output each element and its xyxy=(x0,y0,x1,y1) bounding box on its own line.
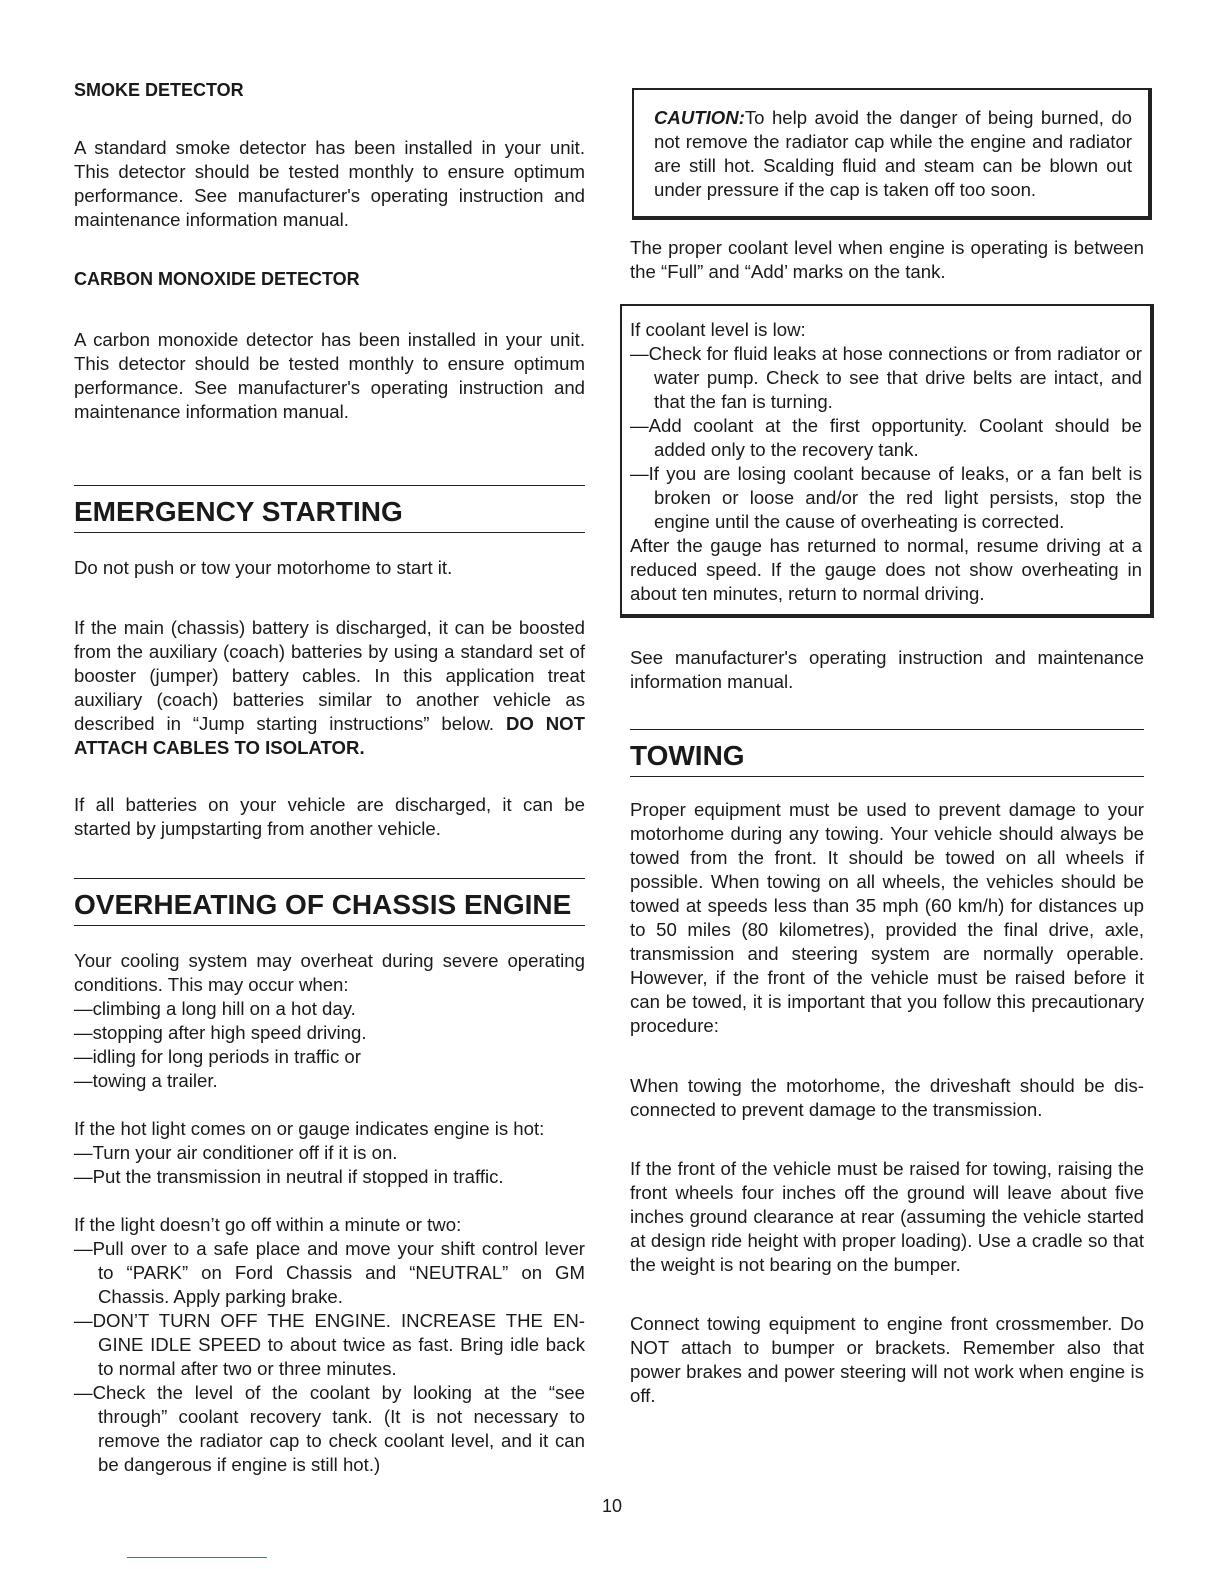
overheating-intro: Your cooling system may overheat during severe operating conditions. This may occur when: xyxy=(74,950,585,995)
smoke-detector-heading: SMOKE DETECTOR xyxy=(74,80,244,100)
caution-label: CAUTION: xyxy=(654,107,745,128)
emergency-starting-heading: EMERGENCY STARTING xyxy=(74,485,585,533)
towing-heading: TOWING xyxy=(630,729,1144,777)
list-item: —Turn your air conditioner off if it is on. xyxy=(74,1142,398,1163)
towing-p2: When towing the motorhome, the driveshaft should be dis-connected to prevent damage to the transmission. xyxy=(630,1075,1144,1120)
emergency-warning: DO NOT ATTACH CABLES TO ISOLATOR. xyxy=(74,713,586,758)
list-item: —Check the level of the coolant by looking at the “see through” coolant recovery tank. (It is not necessary to remove the radiator cap to check coolant level, and it can be dangerous if engine is still hot.) xyxy=(74,1382,585,1475)
overheating-conditions-list xyxy=(74,997,585,1093)
emergency-p2 xyxy=(74,616,585,760)
list-item: —DON’T TURN OFF THE ENGINE. INCREASE THE EN-GINE IDLE SPEED to about twice as fast. Bring idle back to normal after two or three minutes. xyxy=(74,1310,585,1379)
towing-p1: Proper equipment must be used to prevent damage to your motorhome during any towing. Your vehicle should always be towed from the front. It should be towed on all wheels if possible. When towing on all wheels, the vehicles should be towed at speeds less than 35 mph (60 km/h) for distances up to 50 miles (80 kilometres), provided the final drive, axle, transmission and steering system are normally operable. However, if the front of the vehicle must be raised before it can be towed, it is important that you follow this precautionary procedure: xyxy=(630,799,1144,1036)
carbon-monoxide-heading: CARBON MONOXIDE DETECTOR xyxy=(74,269,360,289)
towing-p3: If the front of the vehicle must be raised for towing, raising the front wheels four inches off the ground will leave about five inches ground clearance at rear (assuming the vehicle started at design ride height with proper loading). Use a cradle so that the weight is not bearing on the bumper. xyxy=(630,1158,1144,1275)
list-item: —idling for long periods in traffic or xyxy=(74,1046,361,1067)
list-item: —If you are losing coolant because of leaks, or a fan belt is broken or loose and/or the red light persists, stop the engine until the cause of overheating is corrected. xyxy=(630,463,1142,532)
list-item: —climbing a long hill on a hot day. xyxy=(74,998,356,1019)
hot-light-intro: If the hot light comes on or gauge indicates engine is hot: xyxy=(74,1118,545,1139)
hot-light-steps xyxy=(74,1141,585,1189)
list-item: —Put the transmission in neutral if stopped in traffic. xyxy=(74,1166,504,1187)
list-item: —stopping after high speed driving. xyxy=(74,1022,367,1043)
caution-box xyxy=(632,88,1152,220)
list-item: —Add coolant at the first opportunity. Coolant should be added only to the recovery tank. xyxy=(630,415,1142,460)
carbon-monoxide-text: A carbon monoxide detector has been installed in your unit. This detector should be tested monthly to ensure optimum performance. See manufacturer's operating instruction and maintenance information manual. xyxy=(74,329,585,422)
caution-body: To help avoid the danger of being burned, do not remove the radiator cap while the engine and radiator are still hot. Scalding fluid and steam can be blown out under pressure if the cap is taken off too soon. xyxy=(654,107,1132,200)
emergency-p2-text: If the main (chassis) battery is discharged, it can be boosted from the auxiliary (coach) batteries by using a standard set of booster (jumper) battery cables. In this application treat auxiliary (coach) batteries similar to another vehicle as described in “Jump starting instructions” below. xyxy=(74,617,585,734)
coolant-low-intro: If coolant level is low: xyxy=(630,319,806,340)
list-item: —Check for fluid leaks at hose connections or from radiator or water pump. Check to see that drive belts are intact, and that the fan is turning. xyxy=(630,343,1142,412)
coolant-low-outro: After the gauge has returned to normal, resume driving at a reduced speed. If the gauge does not show overheating in about ten minutes, return to normal driving. xyxy=(630,535,1142,604)
see-manual-text: See manufacturer's operating instruction and maintenance information manual. xyxy=(630,647,1144,692)
light-steps xyxy=(74,1237,585,1477)
footer-divider xyxy=(127,1557,267,1558)
towing-p4: Connect towing equipment to engine front crossmember. Do NOT attach to bumper or brackets. Remember also that power brakes and power steering will not work when engine is off. xyxy=(630,1313,1144,1406)
smoke-detector-text: A standard smoke detector has been installed in your unit. This detector should be tested monthly to ensure optimum performance. See manufacturer's operating instruction and maintenance information manual. xyxy=(74,137,585,230)
emergency-p3: If all batteries on your vehicle are discharged, it can be started by jumpstarting from another vehicle. xyxy=(74,794,585,839)
caution-text xyxy=(654,106,1132,202)
coolant-level-text: The proper coolant level when engine is operating is between the “Full” and “Add’ marks on the tank. xyxy=(630,237,1144,282)
list-item: —Pull over to a safe place and move your shift control lever to “PARK” on Ford Chassis and “NEUTRAL” on GM Chassis. Apply parking brake. xyxy=(74,1238,585,1307)
light-intro: If the light doesn’t go off within a minute or two: xyxy=(74,1214,462,1235)
overheating-heading: OVERHEATING OF CHASSIS ENGINE xyxy=(74,878,585,926)
emergency-p1: Do not push or tow your motorhome to start it. xyxy=(74,557,453,578)
page-number: 10 xyxy=(601,1496,623,1516)
list-item: —towing a trailer. xyxy=(74,1070,218,1091)
coolant-low-box xyxy=(620,304,1154,618)
